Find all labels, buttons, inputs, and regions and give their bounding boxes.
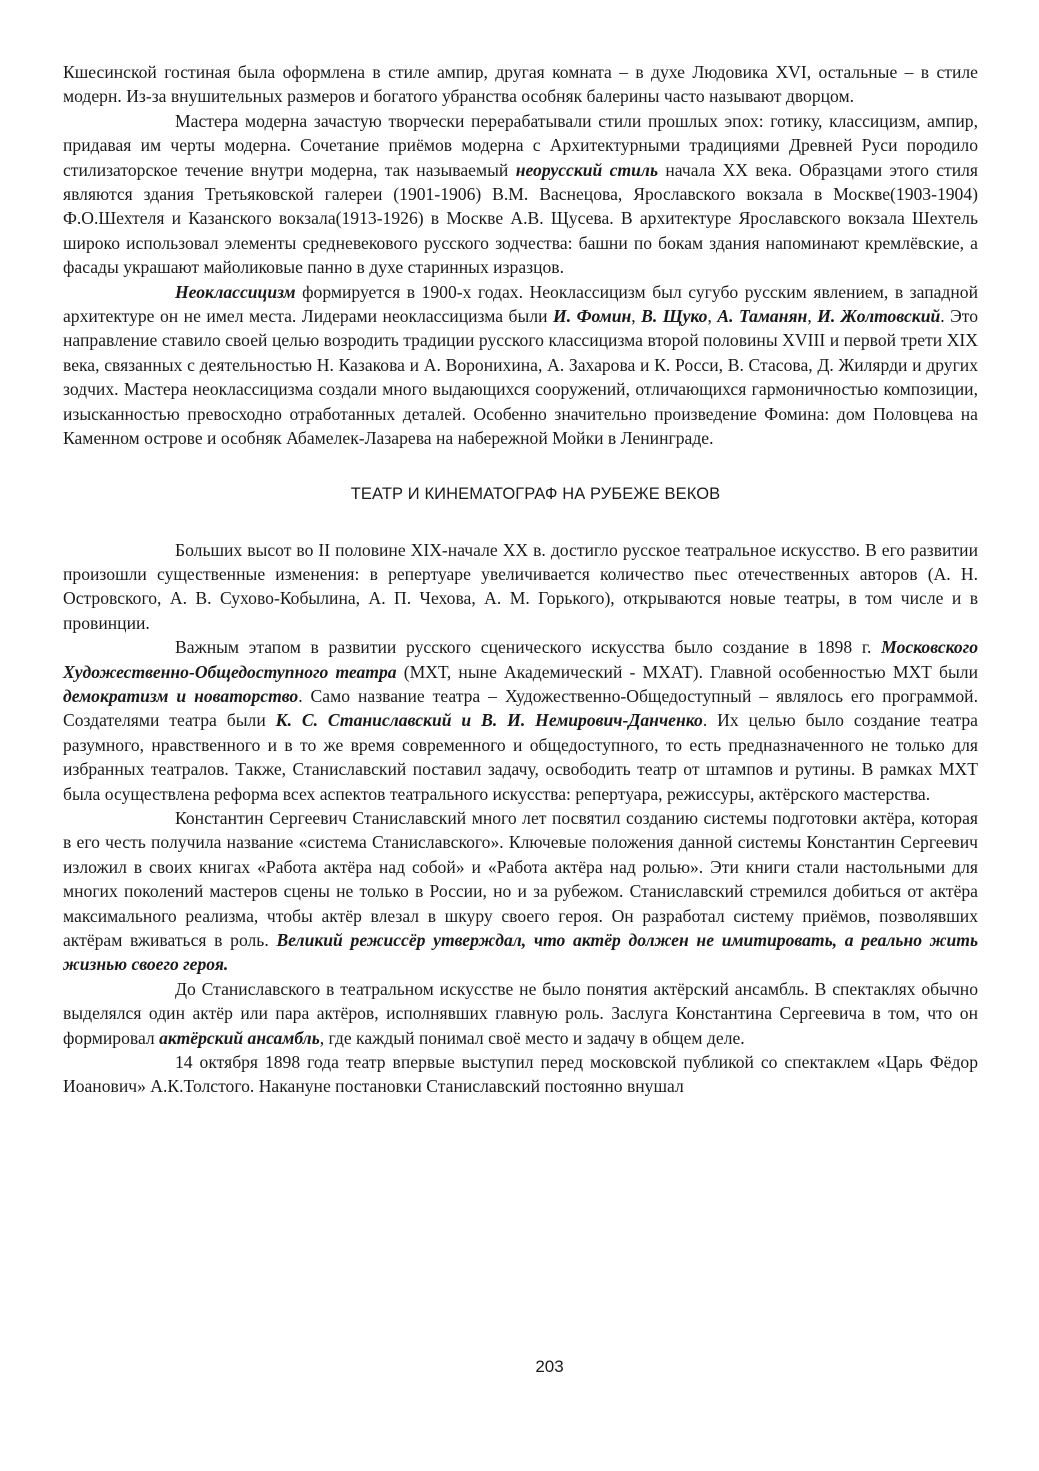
text-run: , где каждый понимал своё место и задачу в общем деле.: [319, 1027, 745, 1048]
paragraph-stanislavsky-system: [63, 806, 978, 977]
paragraph-ensemble: [63, 977, 978, 1050]
text-run: формируется в 1900-х годах. Неоклассицизм был сугубо русским явлением, в западной архитектуре он не имел места. Лидерами неоклассицизма были: [63, 281, 978, 327]
page-body: [63, 60, 978, 1099]
text-run: начала XX века. Образцами этого стиля являются здания Третьяковской галереи (1901-1906) В.М. Васнецова, Ярославского вокзала в Москве(1903-1904) Ф.О.Шехтеля и Казанского вокзала(1913-1926) в Москве А.В. Щусева. В архитектуре Ярославского вокзала Шехтель широко использовал элементы средневекового русского зодчества: башни по бокам здания напоминают кремлёвские, а фасады украшают майоликовые панно в духе старинных изразцов.: [63, 159, 978, 278]
section-heading: ТЕАТР И КИНЕМАТОГРАФ НА РУБЕЖЕ ВЕКОВ: [350, 484, 721, 503]
term-democratism-innovation: демократизм и новаторство: [63, 685, 299, 706]
text-run: (МХТ, ныне Академический - МХАТ). Главной особенностью МХТ были: [396, 661, 978, 682]
text-run: До Станиславского в театральном искусстве не было понятия актёрский ансамбль. В спектаклях обычно выделялся один актёр или пара актёров, исполнявших главную роль. Заслуга Константина Сергеевича в том, что он формировал: [63, 978, 978, 1048]
term-founders: К. С. Станиславский и В. И. Немирович-Данченко: [275, 710, 703, 731]
text-run: . Это направление ставило своей целью возродить традиции русского классицизма второй половины XVIII и первой трети XIX века, связанных с деятельностью Н. Казакова и А. Воронихина, А. Захарова и К. Росси, В. Стасова, Д. Жилярди и других зодчих. Мастера неоклассицизма создали много выдающихся сооружений, отличающихся гармоничностью композиции, изысканностью превосходно отработанных деталей. Особенно значительно произведение Фомина: дом Половцева на Каменном острове и особняк Абамелек-Лазарева на набережной Мойки в Ленинграде.: [63, 306, 979, 449]
term-neoclassicism: Неоклассицизм: [175, 281, 296, 302]
text-run: . Их целью было создание театра разумного, нравственного и в то же время современного и общедоступного, то есть предназначенного не только для избранных театралов. Также, Станиславский поставил задачу, освободить театр от штампов и рутины. В рамках МХТ была осуществлена реформа всех аспектов театрального искусства: репертуара, режиссуры, актёрского мастерства.: [63, 710, 978, 804]
spacer: [63, 451, 978, 459]
paragraph-premiere: [63, 1050, 978, 1099]
text-run: Константин Сергеевич Станиславский много лет посвятил созданию системы подготовки актёра, которая в его честь получила название «система Станиславского». Ключевые положения данной системы Константин Сергеевич изложил в своих книгах «Работа актёра над собой» и «Работа актёра над ролью». Эти книги стали настольными для многих поколений мастеров сцены не только в России, но и за рубежом. Станиславский стремился добиться от актёра максимального реализма, чтобы актёр влезал в шкуру своего героя. Он разработал систему приёмов, позволявших актёрам вживаться в роль.: [63, 807, 978, 950]
term-acting-ensemble: актёрский ансамбль: [159, 1027, 320, 1048]
text-run: 14 октября 1898 года театр впервые выступил перед московской публикой со спектаклем «Царь Фёдор Иоанович» А.К.Толстого. Накануне постановки Станиславский постоянно внушал: [63, 1052, 978, 1097]
page-number: 203: [535, 1357, 564, 1376]
term-moscow-art-theatre: Московского Художественно-Общедоступного театра: [63, 637, 978, 682]
text-run: . Само название театра – Художественно-Общедоступный – являлось его программой. Создателями театра были: [63, 685, 978, 731]
text-run: ,: [707, 306, 718, 327]
paragraph-neoclassicism: [63, 280, 978, 451]
text-run: ,: [631, 306, 642, 327]
text-run: Больших высот во II половине XIX-начале XX в. достигло русское театральное искусство. В его развитии произошли существенные изменения: в репертуаре увеличивается количество пьес отечественных авторов (А. Н. Островского, А. В. Сухово-Кобылина, А. П. Чехова, А. М. Горького), открываются новые театры, в том числе и в провинции.: [63, 539, 978, 633]
text-run: ,: [807, 306, 818, 327]
name-tamanyan: А. Таманян: [717, 306, 808, 327]
paragraph-ksheshinskaya: [63, 60, 978, 109]
text-run: Мастера модерна зачастую творчески перерабатывали стили прошлых эпох: готику, классицизм, ампир, придавая им черты модерна. Сочетание приёмов модерна с Архитектурными традициями Древней Руси породило стилизаторское течение внутри модерна, так называемый: [63, 110, 978, 180]
paragraph-mkhat: [63, 635, 978, 806]
text-run: Кшесинской гостиная была оформлена в стиле ампир, другая комната – в духе Людовика XVI, остальные – в стиле модерн. Из-за внушительных размеров и богатого убранства особняк балерины часто называют дворцом.: [63, 62, 978, 107]
name-fomin: И. Фомин: [553, 306, 632, 327]
term-great-director-quote: Великий режиссёр утверждал, что актёр должен не имитировать, а реально жить жизнью своего героя.: [63, 930, 978, 975]
text-run: Важным этапом в развитии русского сценического искусства было создание в 1898 г.: [175, 637, 882, 658]
name-zholtovsky: И. Жолтовский: [817, 306, 941, 327]
paragraph-theatre-art: [63, 538, 978, 636]
name-shchuko: В. Щуко: [641, 306, 708, 327]
term-neo-russian-style: неорусский стиль: [515, 159, 658, 180]
paragraph-modern-styles: [63, 109, 978, 280]
